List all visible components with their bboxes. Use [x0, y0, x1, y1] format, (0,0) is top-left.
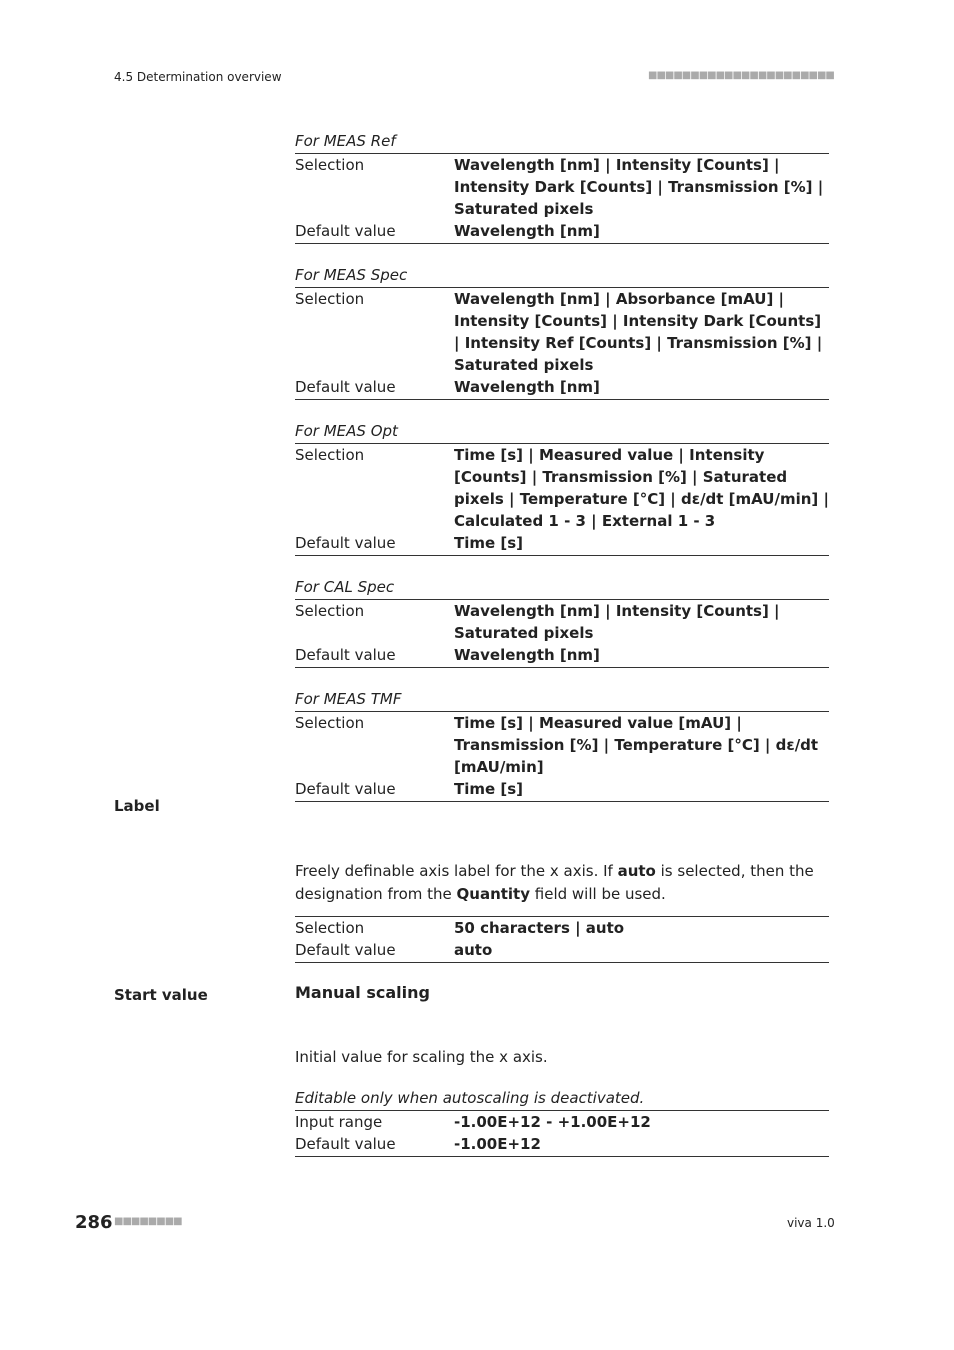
- start-value-description: Initial value for scaling the x axis.: [295, 1048, 548, 1066]
- row-key: Default value: [295, 534, 396, 552]
- table-end-rule: [295, 667, 829, 668]
- row-key: Input range: [295, 1113, 383, 1131]
- selection-row: [295, 712, 829, 778]
- row-key: Selection: [295, 156, 365, 174]
- row-key: Default value: [295, 941, 396, 959]
- table-end-rule: [295, 555, 829, 556]
- label-description: Freely definable axis label for the x axis. If auto is selected, then the designation from the Quantity field will be used.: [295, 862, 814, 903]
- running-header-section: 4.5 Determination overview: [114, 70, 282, 84]
- row-value: Time [s]: [454, 534, 524, 552]
- label-heading: Label: [114, 797, 160, 815]
- selection-row: [295, 288, 829, 376]
- parameter-block: [295, 130, 829, 244]
- row-key: Selection: [295, 446, 365, 464]
- selection-row: [295, 600, 829, 644]
- row-key: Selection: [295, 602, 365, 620]
- row-key: Selection: [295, 919, 365, 937]
- row-key: Selection: [295, 714, 365, 732]
- manual-scaling-heading: Manual scaling: [295, 983, 430, 1002]
- parameter-blocks: [295, 130, 829, 802]
- table-end-rule: [295, 243, 829, 244]
- row-value: Wavelength [nm]: [454, 222, 600, 240]
- block-caption: For MEAS Spec: [295, 264, 829, 288]
- default-row: [295, 644, 829, 666]
- row-value: Time [s] | Measured value [mAU] | Transmission [%] | Temperature [°C] | dε/dt [mAU/min]: [454, 714, 819, 776]
- default-row: [295, 778, 829, 800]
- block-caption: For MEAS Ref: [295, 130, 829, 154]
- selection-row: [295, 444, 829, 532]
- table-end-rule: [295, 801, 829, 802]
- table-end-rule: [295, 1156, 829, 1157]
- block-caption: For MEAS TMF: [295, 688, 829, 712]
- default-row: [295, 376, 829, 398]
- row-value: Wavelength [nm] | Intensity [Counts] | Saturated pixels: [454, 602, 780, 642]
- label-default-row: [295, 939, 829, 961]
- row-key: Selection: [295, 290, 365, 308]
- parameter-block: [295, 420, 829, 556]
- default-row: [295, 220, 829, 242]
- start-value-caption: Editable only when autoscaling is deactivated.: [295, 1087, 829, 1111]
- row-value: Time [s]: [454, 780, 524, 798]
- row-key: Default value: [295, 780, 396, 798]
- row-key: Default value: [295, 222, 396, 240]
- table-end-rule: [295, 399, 829, 400]
- row-key: Default value: [295, 646, 396, 664]
- parameter-block: [295, 576, 829, 668]
- row-value: Wavelength [nm]: [454, 378, 600, 396]
- row-value: 50 characters | auto: [454, 919, 625, 937]
- block-caption: For CAL Spec: [295, 576, 829, 600]
- row-key: Default value: [295, 1135, 396, 1153]
- row-value: Time [s] | Measured value | Intensity [Counts] | Transmission [%] | Saturated pixels | Temperature [°C] | dε/dt [mAU/min] | Calculated 1 - 3 | External 1 - 3: [454, 446, 829, 530]
- start-value-default-row: [295, 1133, 829, 1155]
- page-content: [295, 130, 829, 1157]
- row-value: -1.00E+12 - +1.00E+12: [454, 1113, 651, 1131]
- row-value: -1.00E+12: [454, 1135, 541, 1153]
- row-value: Wavelength [nm] | Intensity [Counts] | Intensity Dark [Counts] | Transmission [%] | Saturated pixels: [454, 156, 824, 218]
- start-value-range-row: [295, 1111, 829, 1133]
- parameter-block: [295, 264, 829, 400]
- parameter-block: [295, 688, 829, 802]
- label-selection-row: [295, 917, 829, 939]
- product-version: viva 1.0: [787, 1216, 835, 1230]
- running-header-dots: ■■■■■■■■■■■■■■■■■■■■■■: [648, 70, 834, 81]
- block-caption: For MEAS Opt: [295, 420, 829, 444]
- row-value: Wavelength [nm] | Absorbance [mAU] | Intensity [Counts] | Intensity Dark [Counts] | Intensity Ref [Counts] | Transmission [%] | Saturated pixels: [454, 290, 823, 374]
- row-key: Default value: [295, 378, 396, 396]
- default-row: [295, 532, 829, 554]
- footer-dots: ■■■■■■■■: [114, 1216, 182, 1227]
- row-value: Wavelength [nm]: [454, 646, 600, 664]
- selection-row: [295, 154, 829, 220]
- page-number: 286: [75, 1212, 113, 1233]
- start-value-heading: Start value: [114, 986, 208, 1004]
- row-value: auto: [454, 941, 493, 959]
